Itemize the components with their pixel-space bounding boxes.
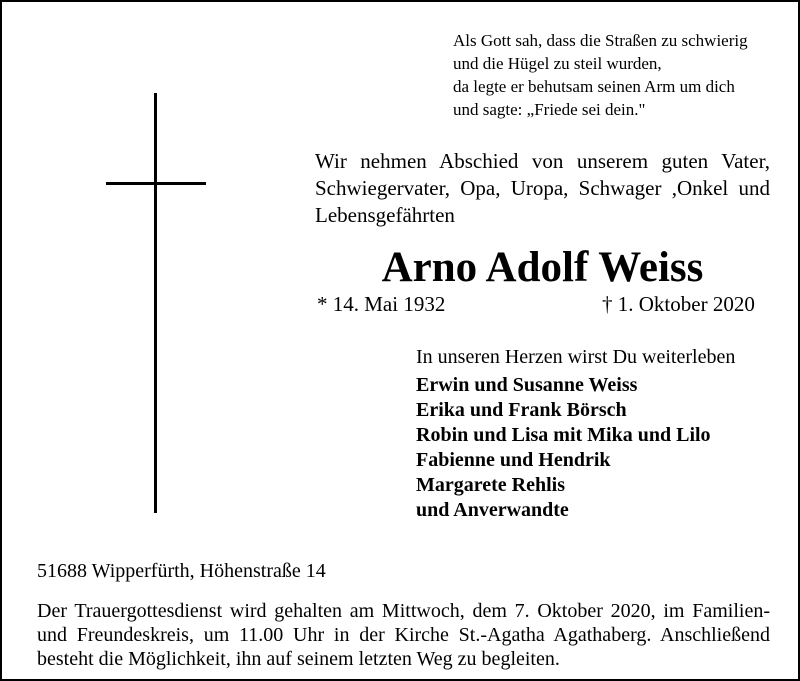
death-date: † 1. Oktober 2020 bbox=[602, 292, 755, 316]
birth-date: * 14. Mai 1932 bbox=[317, 292, 446, 316]
list-item: Erwin und Susanne Weiss bbox=[416, 374, 638, 396]
cross-horizontal-bar bbox=[106, 182, 206, 185]
poem-line: da legte er behutsam seinen Arm um dich bbox=[453, 77, 735, 96]
remembrance-line: In unseren Herzen wirst Du weiterleben bbox=[416, 346, 736, 368]
list-item: Erika und Frank Börsch bbox=[416, 399, 627, 421]
list-item: Margarete Rehlis bbox=[416, 474, 566, 496]
address: 51688 Wipperfürth, Höhenstraße 14 bbox=[37, 560, 326, 582]
list-item: Robin und Lisa mit Mika und Lilo bbox=[416, 424, 711, 446]
poem-line: und sagte: „Friede sei dein." bbox=[453, 100, 646, 119]
deceased-name: Arno Adolf Weiss bbox=[381, 244, 704, 291]
farewell-text: Wir nehmen Abschied von unserem guten Vater, Schwiegervater, Opa, Uropa, Schwager ,Onkel und Lebensgefährten bbox=[315, 149, 770, 227]
poem bbox=[453, 29, 783, 121]
service-info: Der Trauergottesdienst wird gehalten am Mittwoch, dem 7. Oktober 2020, im Familien- und Freundeskreis, um 11.00 Uhr in der Kirche St.-Agatha Agathaberg. Anschließend besteht die Möglichkeit, ihn auf seinem letzten Weg zu begleiten. bbox=[37, 600, 770, 670]
list-item: und Anverwandte bbox=[416, 499, 569, 521]
list-item: Fabienne und Hendrik bbox=[416, 449, 611, 471]
poem-line: Als Gott sah, dass die Straßen zu schwierig bbox=[453, 31, 748, 50]
cross-vertical-bar bbox=[154, 93, 157, 513]
poem-line: und die Hügel zu steil wurden, bbox=[453, 54, 662, 73]
mourners-list bbox=[416, 373, 711, 523]
